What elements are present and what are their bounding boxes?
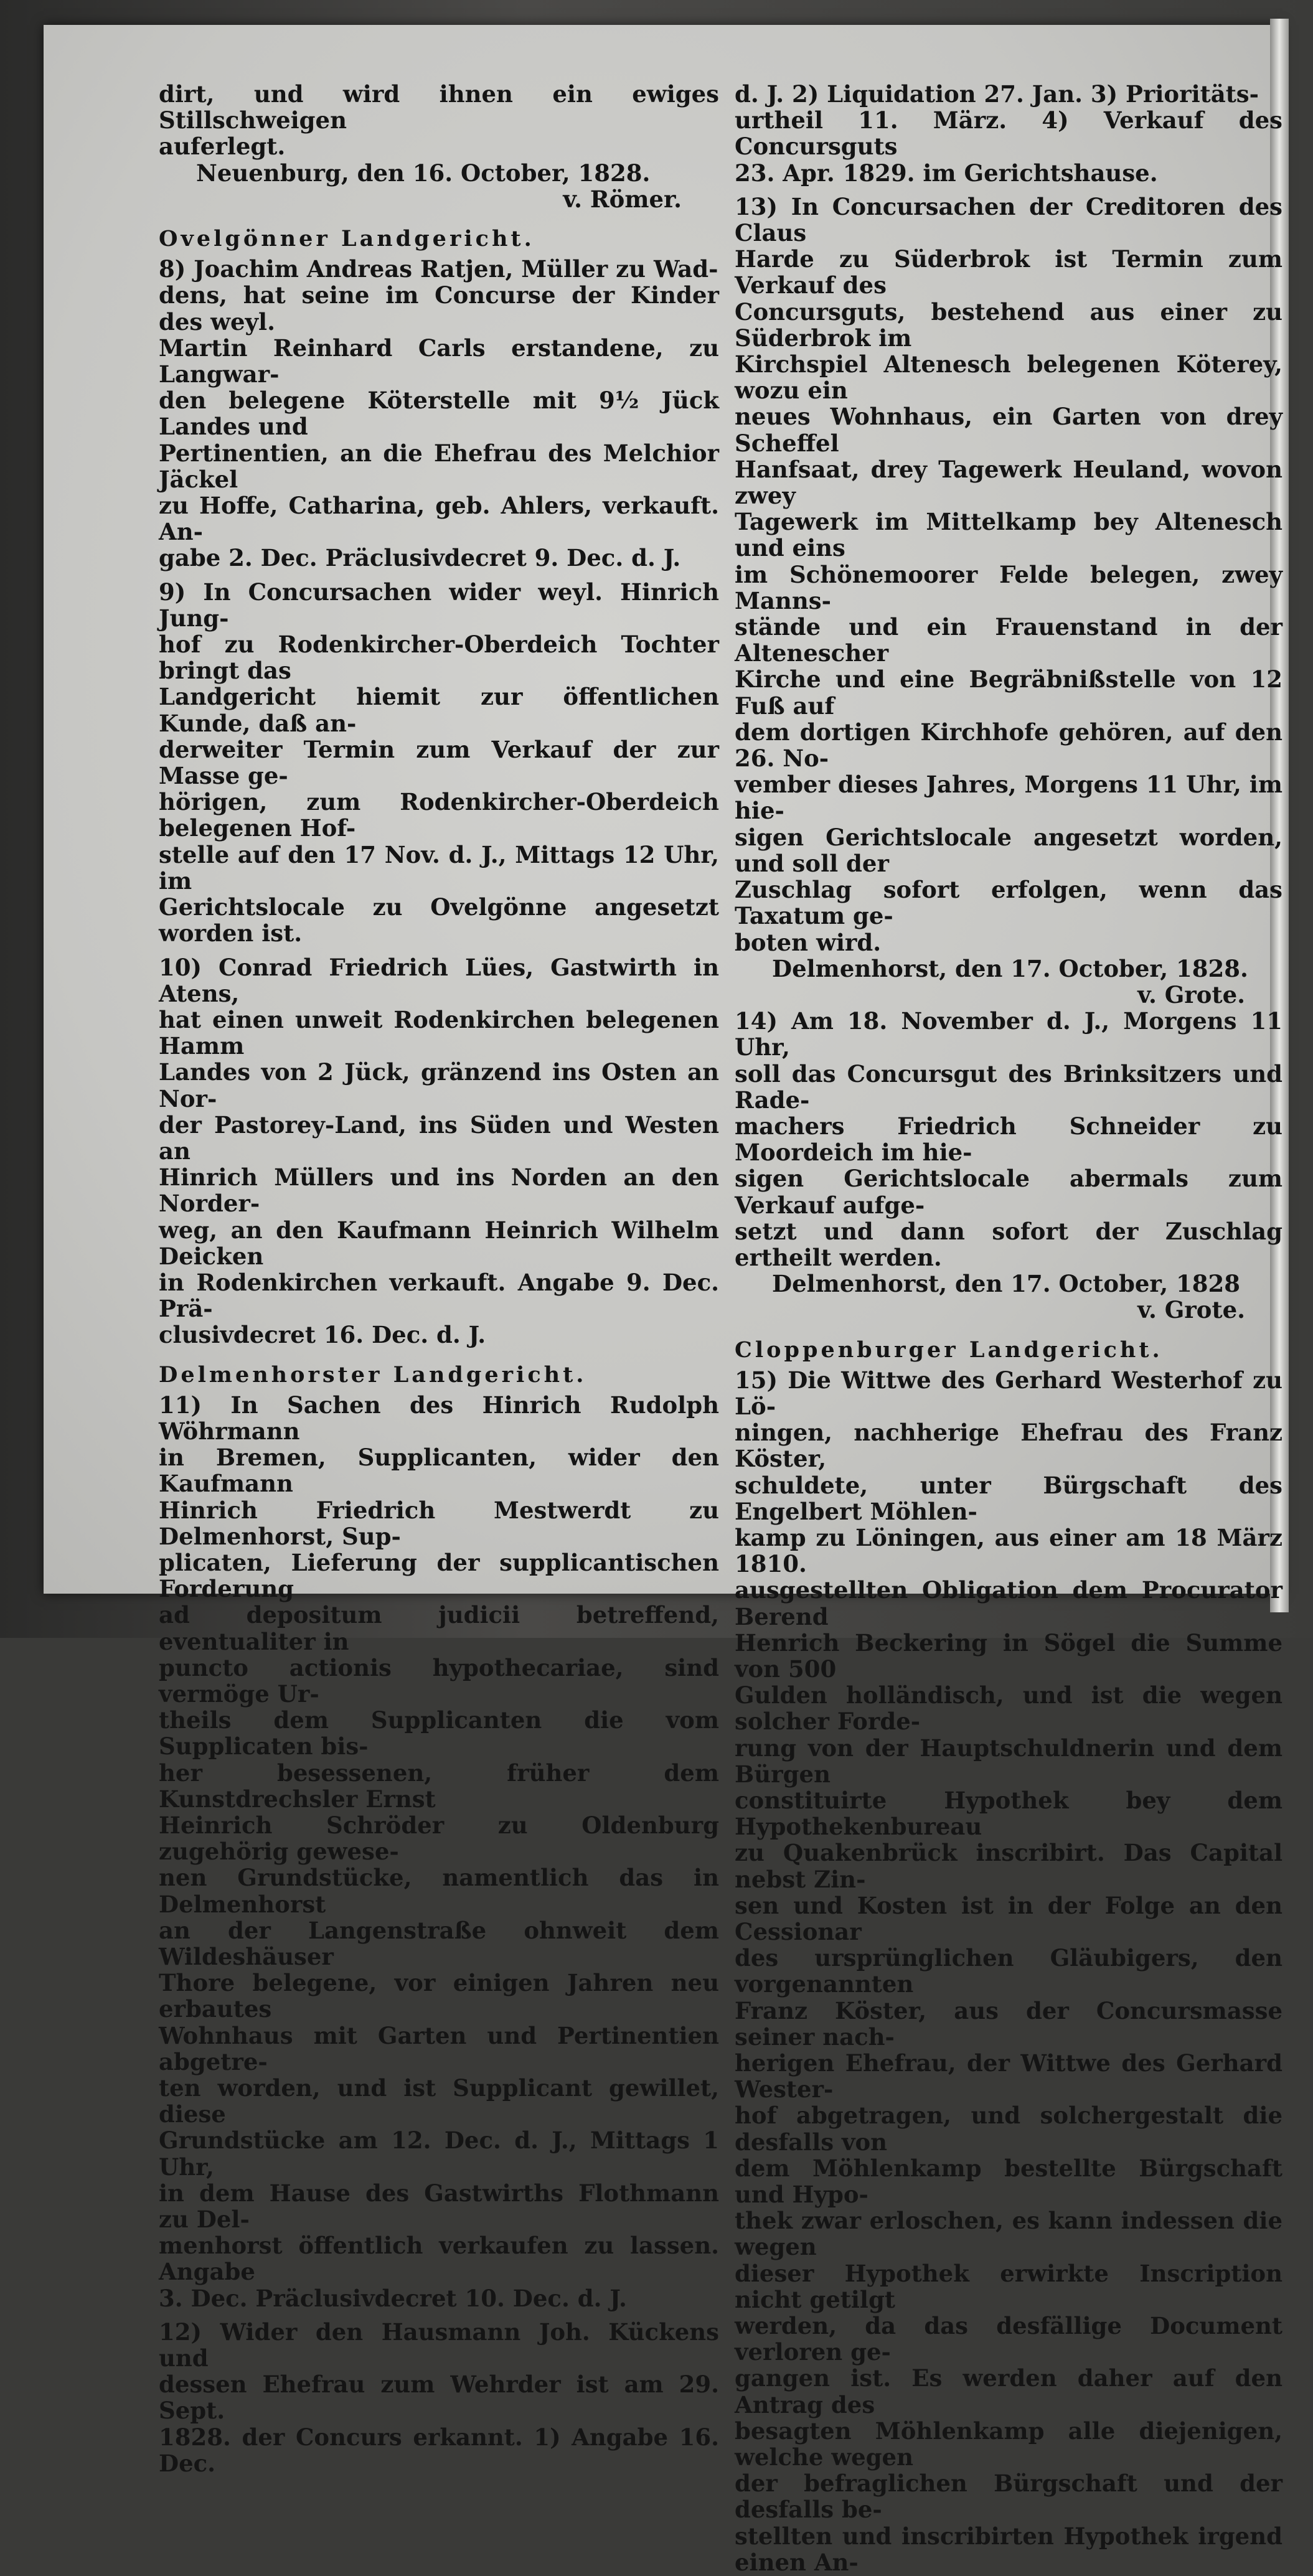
left-column — [159, 81, 719, 2476]
paragraph-10: 10) Conrad Friedrich Lües, Gastwirth in Atens, hat einen unweit Rodenkirchen belegenen Hamm Landes von 2 Jück, gränzend ins Osten an Nor- der Pastorey-Land, ins Süden und Westen an Hinrich Müllers und ins Norden an den Norder- weg, an den Kaufmann Heinrich Wilhelm Deicken in Rodenkirchen verkauft. Angabe 9. Dec. Prä- clusivdecret 16. Dec. d. J. — [159, 953, 719, 1349]
signature: v. Grote. — [1137, 980, 1245, 1008]
paragraph-8: 8) Joachim Andreas Ratjen, Müller zu Wad- dens, hat seine im Concurse der Kinder des weyl. Martin Reinhard Carls erstandene, zu Langwar- den belegene Köterstelle mit 9½ Jück Landes und Pertinentien, an die Ehefrau des Melchior Jäckel zu Hoffe, Catharina, geb. Ahlers, verkauft. An- gabe 2. Dec. Präclusivdecret 9. Dec. d. J. — [159, 255, 719, 572]
signature: v. Grote. — [1137, 1296, 1245, 1324]
paragraph-12-continued: d. J. 2) Liquidation 27. Jan. 3) Prioritäts- urtheil 11. März. 4) Verkauf des Concursguts 23. Apr. 1829. im Gerichtshause. — [735, 80, 1282, 187]
paragraph-14: 14) Am 18. November d. J., Morgens 11 Uhr, soll das Concursgut des Brinksitzers und Rade- machers Friedrich Schneider zu Moordeich im hie- sigen Gerichtslocale abermals zum Verkauf aufge- setzt und dann sofort der Zuschlag ertheilt werden. — [735, 1007, 1282, 1271]
date-line: Delmenhorst, den 17. October, 1828 — [772, 1270, 1240, 1298]
paragraph-9: 9) In Concursachen wider weyl. Hinrich Jung- hof zu Rodenkircher-Oberdeich Tochter bringt das Landgericht hiemit zur öffentlichen Kunde, daß an- derweiter Termin zum Verkauf der zur Masse ge- hörigen, zum Rodenkircher-Oberdeich belegenen Hof- stelle auf den 17 Nov. d. J., Mittags 12 Uhr, im Gerichtslocale zu Ovelgönne angesetzt worden ist. — [159, 578, 719, 947]
date-line: Delmenhorst, den 17. October, 1828. — [772, 954, 1248, 982]
paragraph-intro: dirt, und wird ihnen ein ewiges Stillschweigen auferlegt. — [159, 80, 719, 161]
right-column — [735, 81, 1282, 2575]
paragraph-13: 13) In Concursachen der Creditoren des Claus Harde zu Süderbrok ist Termin zum Verkauf des Concursguts, bestehend aus einer zu Süderbrok im Kirchspiel Altenesch belegenen Köterey, wozu ein neues Wohnhaus, ein Garten von drey Scheffel Hanfsaat, drey Tagewerk Heuland, wovon zwey Tagewerk im Mittelkamp bey Altenesch und eins im Schönemoorer Felde belegen, zwey Manns- stände und ein Frauenstand in der Altenescher Kirche und eine Begräbnißstelle von 12 Fuß auf dem dortigen Kirchhofe gehören, auf den 26. No- vember dieses Jahres, Morgens 11 Uhr, im hie- sigen Gerichtslocale angesetzt worden, und soll der Zuschlag sofort erfolgen, wenn das Taxatum ge- boten wird. — [735, 192, 1282, 956]
paragraph-15: 15) Die Wittwe des Gerhard Westerhof zu Lö- ningen, nachherige Ehefrau des Franz Köster, schuldete, unter Bürgschaft des Engelbert Möhlen- kamp zu Löningen, aus einer am 18 März 1810. ausgestellten Obligation dem Procurator Berend Henrich Beckering in Sögel die Summe von 500 Gulden holländisch, und ist die wegen solcher Forde- rung von der Hauptschuldnerin und dem Bürgen constituirte Hypothek bey dem Hypothekenbureau zu Quakenbrück inscribirt. Das Capital nebst Zin- sen und Kosten ist in der Folge an den Cessionar des ursprünglichen Gläubigers, den vorgenannten Franz Köster, aus der Concursmasse seiner nach- herigen Ehefrau, der Wittwe des Gerhard Wester- hof abgetragen, und solchergestalt die desfalls von dem Möhlenkamp bestellte Bürgschaft und Hypo- thek zwar erloschen, es kann indessen die wegen dieser Hypothek erwirkte Inscription nicht getilgt werden, da das desfällige Document verloren ge- gangen ist. Es werden daher auf den Antrag des besagten Möhlenkamp alle diejenigen, welche wegen der befraglichen Bürgschaft und der desfalls be- stellten und inscribirten Hypothek irgend einen An- — [735, 1366, 1282, 2576]
paragraph-11: 11) In Sachen des Hinrich Rudolph Wöhrmann in Bremen, Supplicanten, wider den Kaufmann Hinrich Friedrich Mestwerdt zu Delmenhorst, Sup- plicaten, Lieferung der supplicantischen Forderung ad depositum judicii betreffend, eventualiter in puncto actionis hypothecariae, sind vermöge Ur- theils dem Supplicanten die vom Supplicaten bis- her besessenen, früher dem Kunstdrechsler Ernst Heinrich Schröder zu Oldenburg zugehörig gewese- nen Grundstücke, namentlich das in Delmenhorst an der Langenstraße ohnweit dem Wildeshäuser Thore belegene, vor einigen Jahren neu erbautes Wohnhaus mit Garten und Pertinentien abgetre- ten worden, und ist Supplicant gewillet, diese Grundstücke am 12. Dec. d. J., Mittags 1 Uhr, in dem Hause des Gastwirths Flothmann zu Del- menhorst öffentlich verkaufen zu lassen. Angabe 3. Dec. Präclusivdecret 10. Dec. d. J. — [159, 1391, 719, 2312]
section-heading: Delmenhorster Landgericht. — [159, 1361, 587, 1388]
paragraph-12: 12) Wider den Hausmann Joh. Kückens und dessen Ehefrau zum Wehrder ist am 29. Sept. 1828. der Concurs erkannt. 1) Angabe 16. Dec. — [159, 2318, 719, 2477]
signature: v. Römer. — [563, 185, 682, 213]
date-line: Neuenburg, den 16. October, 1828. — [196, 159, 651, 187]
section-heading: Cloppenburger Landgericht. — [735, 1337, 1163, 1363]
section-heading: Ovelgönner Landgericht. — [159, 226, 535, 252]
